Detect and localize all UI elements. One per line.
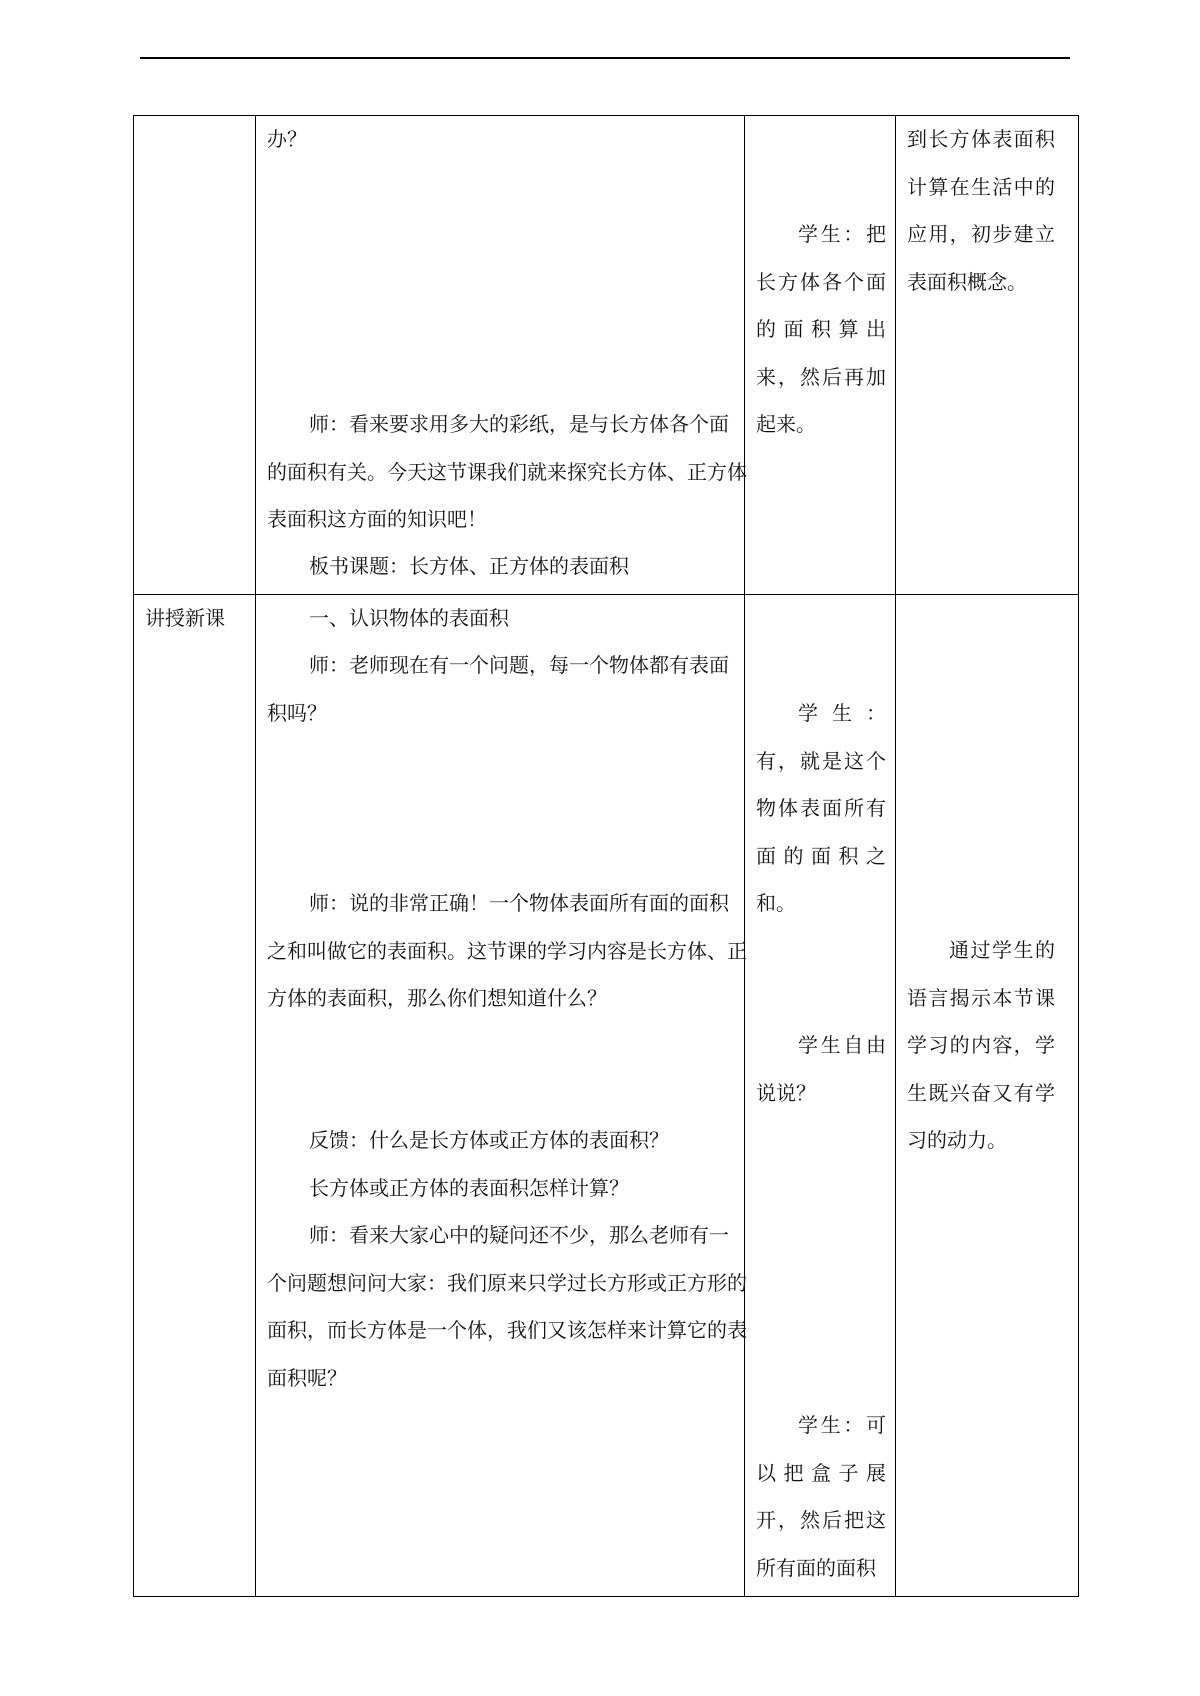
teacher-paragraph: 师：老师现在有一个问题，每一个物体都有表面积吗？ [267,653,729,725]
teacher-paragraph: 反馈：什么是长方体或正方体的表面积？ [309,1128,669,1152]
lesson-plan-table [133,115,1079,1597]
design-intent-cell [896,116,1079,595]
student-paragraph: 学生：把长方体各个面的面积算出来，然后再加起来。 [756,222,886,436]
student-paragraph: 学生：可以把盒子展开，然后把这所有面的面积 [756,1413,886,1580]
design-intent-cell [896,595,1079,1597]
student-paragraph: 学生自由说说？ [756,1033,886,1105]
section-label: 讲授新课 [145,606,225,630]
teacher-paragraph: 师：说的非常正确！一个物体表面所有面的面积之和叫做它的表面积。这节课的学习内容是长方体、正方体的表面积，那么你们想知道什么？ [267,891,747,1010]
header-rule [140,57,1070,59]
student-activity-cell [745,116,896,595]
teacher-paragraph: 师：看来大家心中的疑问还不少，那么老师有一个问题想问问大家：我们原来只学过长方形或正方形的面积，而长方体是一个体，我们又该怎样来计算它的表面积呢？ [267,1223,747,1390]
student-activity-cell [745,595,896,1597]
teacher-activity-cell [256,595,745,1597]
student-paragraph: 学生：有，就是这个物体表面所有面的面积之和。 [756,701,886,915]
section-cell [134,116,256,595]
teacher-paragraph: 长方体或正方体的表面积怎样计算？ [309,1176,629,1200]
design-note: 到长方体表面积计算在生活中的应用，初步建立表面积概念。 [907,127,1055,294]
table-row [134,116,1079,595]
section-cell [134,595,256,1597]
teacher-activity-cell [256,116,745,595]
teacher-paragraph: 办？ [267,127,307,151]
teacher-paragraph: 师：看来要求用多大的彩纸，是与长方体各个面的面积有关。今天这节课我们就来探究长方体、正方体表面积这方面的知识吧！ [267,412,747,531]
teacher-paragraph: 一、认识物体的表面积 [309,606,509,630]
table-row [134,595,1079,1597]
design-note: 通过学生的语言揭示本节课学习的内容，学生既兴奋又有学习的动力。 [907,938,1055,1152]
teacher-paragraph: 板书课题：长方体、正方体的表面积 [309,554,629,578]
